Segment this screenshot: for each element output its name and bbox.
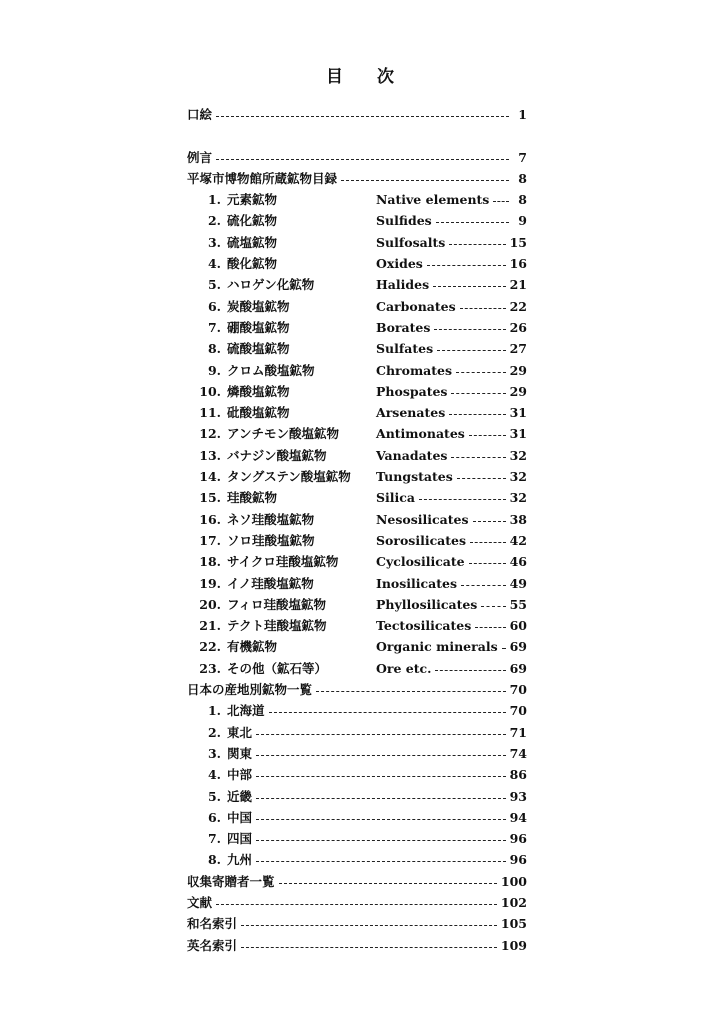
toc-english-title: Silica bbox=[376, 490, 415, 506]
toc-leader-dashes bbox=[433, 274, 506, 287]
toc-title: 砒酸塩鉱物 bbox=[227, 405, 290, 421]
toc-leader-dashes bbox=[427, 253, 506, 266]
toc-page-number: 8 bbox=[518, 192, 527, 208]
toc-english-title: Organic minerals bbox=[376, 639, 498, 655]
toc-row bbox=[187, 722, 527, 743]
toc-title: ハロゲン化鉱物 bbox=[227, 277, 315, 293]
toc-english-title: Native elements bbox=[376, 192, 490, 208]
toc-page-number: 32 bbox=[509, 447, 527, 463]
toc-title: ネソ珪酸塩鉱物 bbox=[227, 511, 315, 527]
toc-row bbox=[187, 764, 527, 785]
toc-english-title: Halides bbox=[376, 277, 430, 293]
toc-number: 2. bbox=[207, 213, 221, 229]
toc-leader-dashes bbox=[451, 445, 506, 458]
toc-row bbox=[187, 381, 527, 402]
toc-number: 5. bbox=[207, 277, 221, 293]
toc-page-number: 109 bbox=[500, 937, 527, 953]
toc-title: その他（鉱石等） bbox=[227, 660, 328, 676]
toc-leader-dashes bbox=[256, 722, 506, 735]
toc-title: 和名索引 bbox=[187, 916, 238, 932]
toc-page-number: 86 bbox=[509, 767, 527, 783]
toc-title: 九州 bbox=[227, 852, 253, 868]
toc-number: 1. bbox=[207, 703, 221, 719]
toc-number: 2. bbox=[207, 724, 221, 740]
toc-row bbox=[187, 210, 527, 231]
toc-leader-dashes bbox=[316, 679, 506, 692]
toc-page-number: 8 bbox=[518, 170, 527, 186]
toc-number: 7. bbox=[207, 831, 221, 847]
toc-page-number: 94 bbox=[509, 809, 527, 825]
toc-row bbox=[187, 658, 527, 679]
toc-leader-dashes bbox=[269, 700, 506, 713]
toc-title: 燐酸塩鉱物 bbox=[227, 383, 290, 399]
toc-title: 中部 bbox=[227, 767, 253, 783]
toc-title: 北海道 bbox=[227, 703, 265, 719]
toc-leader-dashes bbox=[457, 466, 506, 479]
toc-page-number: 9 bbox=[518, 213, 527, 229]
toc-page-number: 70 bbox=[509, 682, 527, 698]
toc-number: 12. bbox=[199, 426, 221, 442]
toc-english-title: Sulfosalts bbox=[376, 234, 446, 250]
toc-title: 硼酸塩鉱物 bbox=[227, 319, 290, 335]
toc-page-number: 69 bbox=[509, 660, 527, 676]
toc-row bbox=[187, 168, 527, 189]
toc-page-number: 60 bbox=[509, 618, 527, 634]
toc-title: ソロ珪酸塩鉱物 bbox=[227, 532, 315, 548]
toc-english-title: Ore etc. bbox=[376, 660, 432, 676]
toc-title: 四国 bbox=[227, 831, 253, 847]
toc-row bbox=[187, 849, 527, 870]
toc-page-number: 49 bbox=[509, 575, 527, 591]
toc-title: バナジン酸塩鉱物 bbox=[227, 447, 327, 463]
toc-page-number: 31 bbox=[509, 426, 527, 442]
toc-row bbox=[187, 232, 527, 253]
toc-row bbox=[187, 679, 527, 700]
toc-leader-dashes bbox=[256, 828, 506, 841]
toc-title: 関東 bbox=[227, 745, 253, 761]
toc-title: フィロ珪酸塩鉱物 bbox=[227, 596, 327, 612]
toc-title: 英名索引 bbox=[187, 937, 238, 953]
toc-row bbox=[187, 296, 527, 317]
toc-page-number: 74 bbox=[509, 745, 527, 761]
toc-number: 15. bbox=[199, 490, 221, 506]
toc-number: 6. bbox=[207, 809, 221, 825]
toc-spacer bbox=[187, 125, 527, 146]
toc-english-title: Sulfates bbox=[376, 341, 434, 357]
toc-row bbox=[187, 509, 527, 530]
toc-english-title: Carbonates bbox=[376, 298, 456, 314]
toc-title: 近畿 bbox=[227, 788, 253, 804]
toc-row bbox=[187, 573, 527, 594]
toc-english-title: Oxides bbox=[376, 256, 423, 272]
toc-number: 9. bbox=[207, 362, 221, 378]
toc-page-number: 71 bbox=[509, 724, 527, 740]
toc-leader-dashes bbox=[241, 935, 497, 948]
toc-page-number: 32 bbox=[509, 490, 527, 506]
toc-row bbox=[187, 871, 527, 892]
toc-title: 酸化鉱物 bbox=[227, 256, 278, 272]
toc-english-title: Inosilicates bbox=[376, 575, 458, 591]
toc-row bbox=[187, 487, 527, 508]
toc-page-number: 21 bbox=[509, 277, 527, 293]
toc-title: 口絵 bbox=[187, 107, 213, 122]
toc-leader-dashes bbox=[256, 807, 506, 820]
toc-leader-dashes bbox=[241, 913, 497, 926]
toc-leader-dashes bbox=[216, 147, 509, 160]
toc-leader-dashes bbox=[435, 658, 506, 671]
toc-title: タングステン酸塩鉱物 bbox=[227, 469, 351, 485]
toc-number: 22. bbox=[199, 639, 221, 655]
toc-number: 10. bbox=[199, 383, 221, 399]
toc-row bbox=[187, 935, 527, 956]
toc-leader-dashes bbox=[256, 786, 506, 799]
toc-row bbox=[187, 551, 527, 572]
toc-english-title: Sorosilicates bbox=[376, 532, 467, 548]
toc-english-title: Cyclosilicate bbox=[376, 554, 465, 570]
toc-leader-dashes bbox=[481, 594, 506, 607]
toc-page-number: 32 bbox=[509, 469, 527, 485]
toc-title: 日本の産地別鉱物一覧 bbox=[187, 682, 313, 698]
toc-number: 7. bbox=[207, 319, 221, 335]
toc-number: 5. bbox=[207, 788, 221, 804]
toc-page-number: 42 bbox=[509, 532, 527, 548]
toc-page-number: 102 bbox=[500, 894, 527, 910]
toc-leader-dashes bbox=[473, 509, 506, 522]
toc-title: 文献 bbox=[187, 894, 213, 910]
toc-page-number: 100 bbox=[500, 873, 527, 889]
toc-title: 硫塩鉱物 bbox=[227, 234, 278, 250]
toc-page-number: 26 bbox=[509, 319, 527, 335]
toc-title: 平塚市博物館所蔵鉱物目録 bbox=[187, 170, 338, 186]
toc-row bbox=[187, 104, 527, 125]
toc-leader-dashes bbox=[256, 764, 506, 777]
toc-leader-dashes bbox=[493, 189, 509, 202]
toc-row bbox=[187, 892, 527, 913]
toc-number: 14. bbox=[199, 469, 221, 485]
toc-title: 東北 bbox=[227, 724, 253, 740]
toc-page-number: 16 bbox=[509, 256, 527, 272]
toc-title: 元素鉱物 bbox=[227, 192, 278, 208]
toc-english-title: Chromates bbox=[376, 362, 453, 378]
toc-number: 4. bbox=[207, 767, 221, 783]
toc-number: 20. bbox=[199, 596, 221, 612]
toc-row bbox=[187, 189, 527, 210]
page-title: 目 次 bbox=[326, 67, 408, 87]
toc-leader-dashes bbox=[216, 104, 509, 117]
toc-title: クロム酸塩鉱物 bbox=[227, 362, 315, 378]
toc-page-number: 29 bbox=[509, 383, 527, 399]
toc-number: 4. bbox=[207, 256, 221, 272]
toc-title: イノ珪酸塩鉱物 bbox=[227, 575, 314, 591]
toc-page-number: 93 bbox=[509, 788, 527, 804]
toc-leader-dashes bbox=[449, 232, 506, 245]
toc-page-number: 96 bbox=[509, 852, 527, 868]
toc-title: サイクロ珪酸塩鉱物 bbox=[227, 554, 339, 570]
toc-english-title: Phospates bbox=[376, 383, 448, 399]
toc-english-title: Tectosilicates bbox=[376, 618, 472, 634]
toc-title: 例言 bbox=[187, 149, 213, 165]
toc-page-number: 38 bbox=[509, 511, 527, 527]
toc-number: 17. bbox=[199, 532, 221, 548]
toc-page-number: 96 bbox=[509, 831, 527, 847]
toc-row bbox=[187, 700, 527, 721]
toc-row bbox=[187, 466, 527, 487]
toc-row bbox=[187, 338, 527, 359]
toc-number: 16. bbox=[199, 511, 221, 527]
toc-number: 23. bbox=[199, 660, 221, 676]
toc-leader-dashes bbox=[470, 530, 506, 543]
toc-leader-dashes bbox=[216, 892, 497, 905]
toc-english-title: Arsenates bbox=[376, 405, 446, 421]
toc-leader-dashes bbox=[434, 317, 506, 330]
toc-english-title: Antimonates bbox=[376, 426, 465, 442]
toc-leader-dashes bbox=[475, 615, 506, 628]
toc-number: 11. bbox=[199, 405, 221, 421]
toc-number: 3. bbox=[207, 745, 221, 761]
toc-page-number: 22 bbox=[509, 298, 527, 314]
toc-page-number: 31 bbox=[509, 405, 527, 421]
toc-page-number: 46 bbox=[509, 554, 527, 570]
toc-page-number: 1 bbox=[518, 107, 527, 122]
toc-leader-dashes bbox=[449, 402, 506, 415]
toc-leader-dashes bbox=[256, 849, 506, 862]
toc-title: テクト珪酸塩鉱物 bbox=[227, 618, 327, 634]
toc-number: 21. bbox=[199, 618, 221, 634]
toc-page-number: 27 bbox=[509, 341, 527, 357]
toc-row bbox=[187, 402, 527, 423]
toc-page-number: 7 bbox=[518, 149, 527, 165]
toc-leader-dashes bbox=[419, 487, 506, 500]
toc-number: 8. bbox=[207, 852, 221, 868]
toc-title: アンチモン酸塩鉱物 bbox=[227, 426, 340, 442]
toc-row bbox=[187, 615, 527, 636]
toc-leader-dashes bbox=[502, 636, 506, 649]
toc-page-number: 15 bbox=[509, 234, 527, 250]
toc-title: 炭酸塩鉱物 bbox=[227, 298, 290, 314]
toc-row bbox=[187, 913, 527, 934]
toc-number: 6. bbox=[207, 298, 221, 314]
toc-leader-dashes bbox=[451, 381, 506, 394]
toc-row bbox=[187, 423, 527, 444]
toc-english-title: Phyllosilicates bbox=[376, 596, 478, 612]
toc-title: 収集寄贈者一覧 bbox=[187, 873, 275, 889]
toc-leader-dashes bbox=[456, 360, 506, 373]
toc-leader-dashes bbox=[256, 743, 506, 756]
toc-english-title: Sulfides bbox=[376, 213, 432, 229]
toc-leader-dashes bbox=[437, 338, 506, 351]
toc-row bbox=[187, 317, 527, 338]
toc-title: 硫化鉱物 bbox=[227, 213, 278, 229]
toc-leader-dashes bbox=[469, 551, 506, 564]
toc-number: 19. bbox=[199, 575, 221, 591]
toc-row bbox=[187, 786, 527, 807]
table-of-contents bbox=[187, 104, 527, 956]
toc-leader-dashes bbox=[279, 871, 497, 884]
toc-row bbox=[187, 445, 527, 466]
toc-title: 硫酸塩鉱物 bbox=[227, 341, 290, 357]
toc-page-number: 55 bbox=[509, 596, 527, 612]
toc-english-title: Borates bbox=[376, 319, 431, 335]
toc-leader-dashes bbox=[460, 296, 506, 309]
toc-row bbox=[187, 253, 527, 274]
toc-row bbox=[187, 274, 527, 295]
toc-row bbox=[187, 147, 527, 168]
toc-number: 3. bbox=[207, 234, 221, 250]
toc-row bbox=[187, 360, 527, 381]
toc-number: 18. bbox=[199, 554, 221, 570]
toc-leader-dashes bbox=[341, 168, 509, 181]
toc-english-title: Tungstates bbox=[376, 469, 453, 485]
toc-title: 珪酸鉱物 bbox=[227, 490, 278, 506]
toc-row bbox=[187, 807, 527, 828]
toc-number: 8. bbox=[207, 341, 221, 357]
toc-title: 有機鉱物 bbox=[227, 639, 278, 655]
toc-page-number: 105 bbox=[500, 916, 527, 932]
toc-row bbox=[187, 594, 527, 615]
toc-page-number: 29 bbox=[509, 362, 527, 378]
toc-english-title: Vanadates bbox=[376, 447, 448, 463]
toc-leader-dashes bbox=[461, 573, 506, 586]
toc-english-title: Nesosilicates bbox=[376, 511, 469, 527]
toc-row bbox=[187, 636, 527, 657]
toc-number: 13. bbox=[199, 447, 221, 463]
toc-leader-dashes bbox=[469, 423, 506, 436]
toc-page-number: 70 bbox=[509, 703, 527, 719]
toc-row bbox=[187, 530, 527, 551]
toc-row bbox=[187, 828, 527, 849]
toc-leader-dashes bbox=[436, 210, 509, 223]
toc-number: 1. bbox=[207, 192, 221, 208]
toc-page-number: 69 bbox=[509, 639, 527, 655]
toc-row bbox=[187, 743, 527, 764]
toc-title: 中国 bbox=[227, 809, 253, 825]
